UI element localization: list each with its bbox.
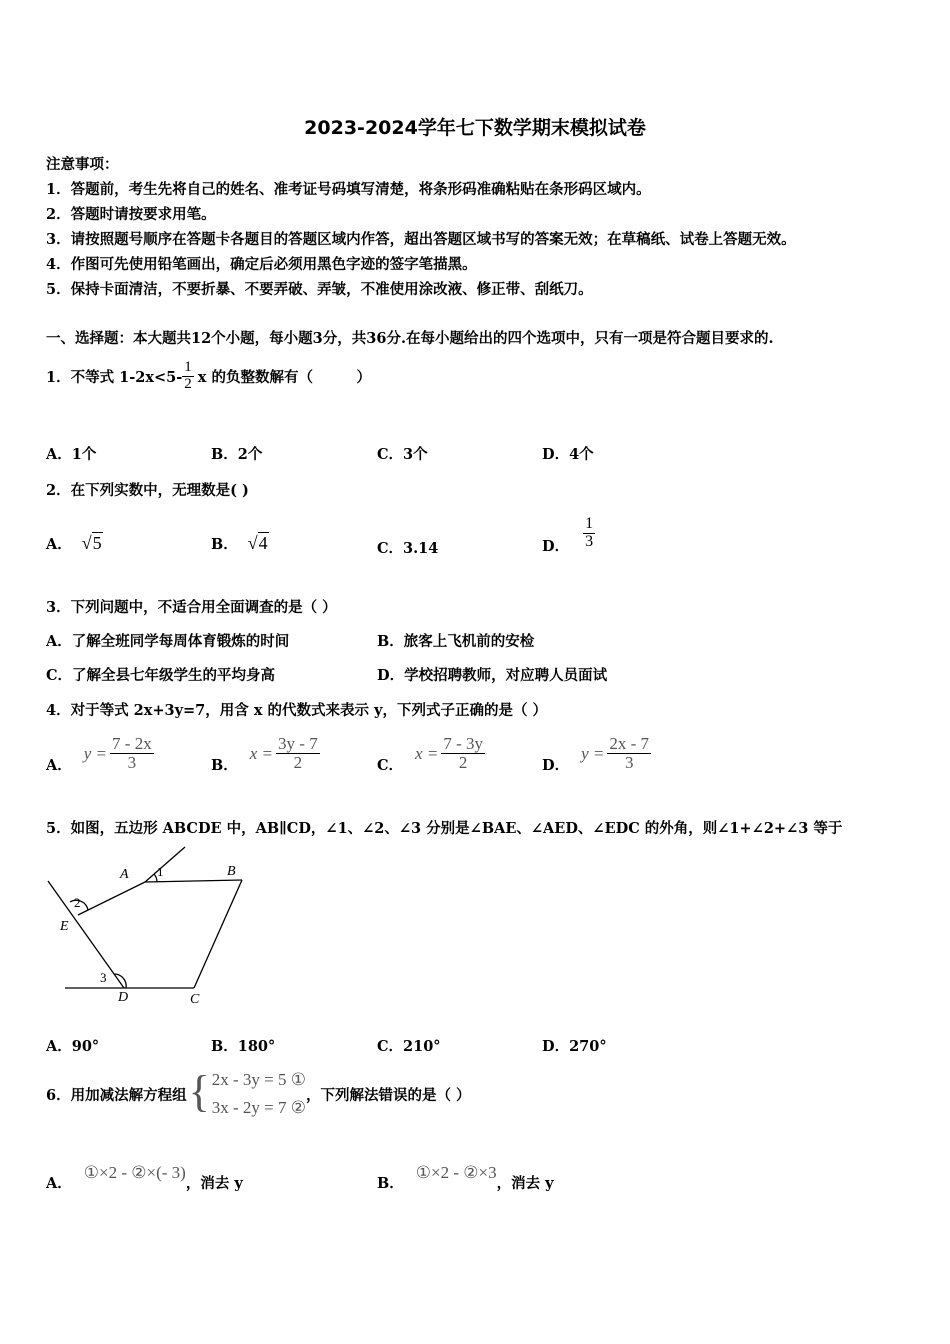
section-heading: 一、选择题：本大题共12个小题，每小题3分，共36分.在每小题给出的四个选项中，只有一项是符合题目要求的. — [46, 330, 774, 347]
q5-option-d: D．270° — [542, 1038, 607, 1055]
q5-option-c: C．210° — [377, 1038, 441, 1055]
segment-ed-extended — [48, 881, 124, 988]
q1-option-c: C．3个 — [377, 446, 428, 463]
question-5-stem: 5．如图，五边形 ABCDE 中，AB∥CD，∠1、∠2、∠3 分别是∠BAE、∠AED、∠EDC 的外角，则∠1+∠2+∠3 等于 — [46, 820, 843, 837]
q6-suffix: ，下列解法错误的是（ ） — [305, 1086, 471, 1104]
q2-option-a — [46, 533, 103, 554]
q1-option-b: B．2个 — [211, 446, 263, 463]
q4-fraction-b — [276, 735, 320, 772]
q5-option-b: B．180° — [211, 1038, 276, 1055]
notice-item: 4．作图可先使用铅笔画出，确定后必须用黑色字迹的签字笔描黑。 — [46, 256, 477, 273]
q6-label-a: A． — [46, 1175, 72, 1192]
q6-option-b — [377, 1152, 554, 1193]
q5-option-a: A．90° — [46, 1038, 100, 1055]
q4-option-d — [542, 732, 651, 775]
q1-fraction — [182, 360, 194, 393]
q2-option-d — [542, 511, 595, 556]
q4-fraction-c — [441, 735, 485, 772]
q3-option-d: D．学校招聘教师，对应聘人员面试 — [377, 667, 608, 684]
q4-lhs-a: y = — [83, 743, 108, 763]
label-d: D — [118, 990, 129, 1005]
question-4-stem: 4．对于等式 2x+3y=7，用含 x 的代数式来表示 y，下列式子正确的是（ ） — [46, 702, 548, 719]
system-brace: { — [188, 1067, 210, 1116]
q6-label-b: B． — [377, 1175, 404, 1192]
question-6-stem — [46, 1066, 471, 1122]
q1-frac-den: 2 — [184, 375, 192, 392]
equation-1: 2x - 3y = 5 ① — [211, 1070, 306, 1089]
q3-option-a: A．了解全班同学每周体育锻炼的时间 — [46, 633, 290, 650]
q4-num-b: 3y - 7 — [278, 734, 318, 754]
equation-system — [212, 1066, 306, 1122]
q4-lhs-b: x = — [249, 743, 274, 763]
q4-num-d: 2x - 7 — [609, 734, 650, 754]
label-angle-3: 3 — [100, 970, 107, 985]
q2-sqrt-5: √5 — [81, 533, 102, 553]
q6-tail-a: ，消去 y — [185, 1175, 243, 1192]
q4-label-c: C． — [377, 757, 404, 774]
q1-suffix: x 的负整数解有（ ） — [197, 368, 371, 386]
q1-option-d: D．4个 — [542, 446, 594, 463]
notice-item: 3．请按照题号顺序在答题卡各题目的答题区域内作答，超出答题区域书写的答案无效；在草稿纸、试卷上答题无效。 — [46, 231, 796, 248]
segment-ab — [145, 880, 242, 882]
page-title: 2023-2024学年七下数学期末模拟试卷 — [304, 117, 646, 139]
label-c: C — [190, 992, 200, 1007]
q6-expr-b: ①×2 - ②×3 — [415, 1162, 497, 1182]
q6-expr-a: ①×2 - ②×(- 3) — [83, 1162, 186, 1182]
q4-fraction-d — [607, 735, 651, 772]
q3-option-c: C．了解全县七年级学生的平均身高 — [46, 667, 276, 684]
q4-den-a: 3 — [127, 753, 137, 772]
q4-num-c: 7 - 3y — [443, 734, 483, 754]
label-a: A — [120, 867, 129, 882]
q6-tail-b: ，消去 y — [496, 1175, 554, 1192]
q2-fraction-d — [583, 516, 595, 551]
q4-label-d: D． — [542, 757, 570, 774]
q2-rad-a: 5 — [92, 533, 102, 553]
notice-item: 2．答题时请按要求用笔。 — [46, 206, 216, 223]
q4-den-b: 2 — [293, 753, 303, 772]
extension-ab-ray — [145, 847, 185, 882]
q2-label-a: A． — [46, 536, 72, 553]
q3-option-b: B．旅客上飞机前的安检 — [377, 633, 535, 650]
q4-lhs-d: y = — [581, 743, 605, 763]
equation-2: 3x - 2y = 7 ② — [211, 1098, 306, 1117]
q4-fraction-a — [110, 735, 154, 772]
q4-option-b — [211, 732, 320, 775]
q2-label-c: C． — [377, 540, 404, 557]
notice-heading: 注意事项： — [46, 156, 119, 173]
label-angle-2: 2 — [74, 895, 81, 910]
question-1-stem — [46, 360, 371, 393]
q4-num-a: 7 - 2x — [112, 734, 152, 754]
q2-value-c: 3.14 — [403, 540, 439, 557]
q4-label-b: B． — [211, 757, 238, 774]
q1-option-a: A．1个 — [46, 446, 97, 463]
q2-sqrt-4: √4 — [247, 533, 268, 553]
q1-frac-num: 1 — [184, 359, 192, 375]
q6-option-a — [46, 1152, 243, 1193]
q1-prefix: 1．不等式 1-2x<5- — [46, 368, 183, 386]
question-3-stem: 3．下列问题中，不适合用全面调查的是（ ） — [46, 599, 337, 616]
q4-lhs-c: x = — [415, 743, 439, 763]
label-angle-1: 1 — [157, 864, 164, 879]
label-b: B — [227, 864, 236, 879]
q4-den-c: 2 — [458, 753, 468, 772]
q2-rad-b: 4 — [258, 533, 268, 553]
q2-frac-num: 1 — [585, 515, 594, 533]
segment-bc — [194, 880, 242, 988]
pentagon-figure — [40, 840, 260, 1010]
label-e: E — [60, 919, 69, 934]
q2-option-c — [377, 537, 438, 558]
q6-prefix: 6．用加减法解方程组 — [46, 1086, 187, 1104]
q2-label-b: B． — [211, 536, 238, 553]
q4-den-d: 3 — [624, 753, 634, 772]
segment-ae — [78, 882, 145, 915]
q4-option-a — [46, 732, 154, 775]
q2-option-b — [211, 533, 269, 554]
q2-frac-den: 3 — [585, 533, 594, 550]
q4-label-a: A． — [46, 757, 72, 774]
q4-option-c — [377, 732, 485, 775]
question-2-stem: 2．在下列实数中，无理数是( ) — [46, 482, 249, 499]
q2-label-d: D． — [542, 538, 570, 555]
notice-item: 5．保持卡面清洁，不要折暴、不要弄破、弄皱，不准使用涂改液、修正带、刮纸刀。 — [46, 281, 593, 298]
notice-item: 1．答题前，考生先将自己的姓名、准考证号码填写清楚，将条形码准确粘贴在条形码区域内。 — [46, 181, 651, 198]
